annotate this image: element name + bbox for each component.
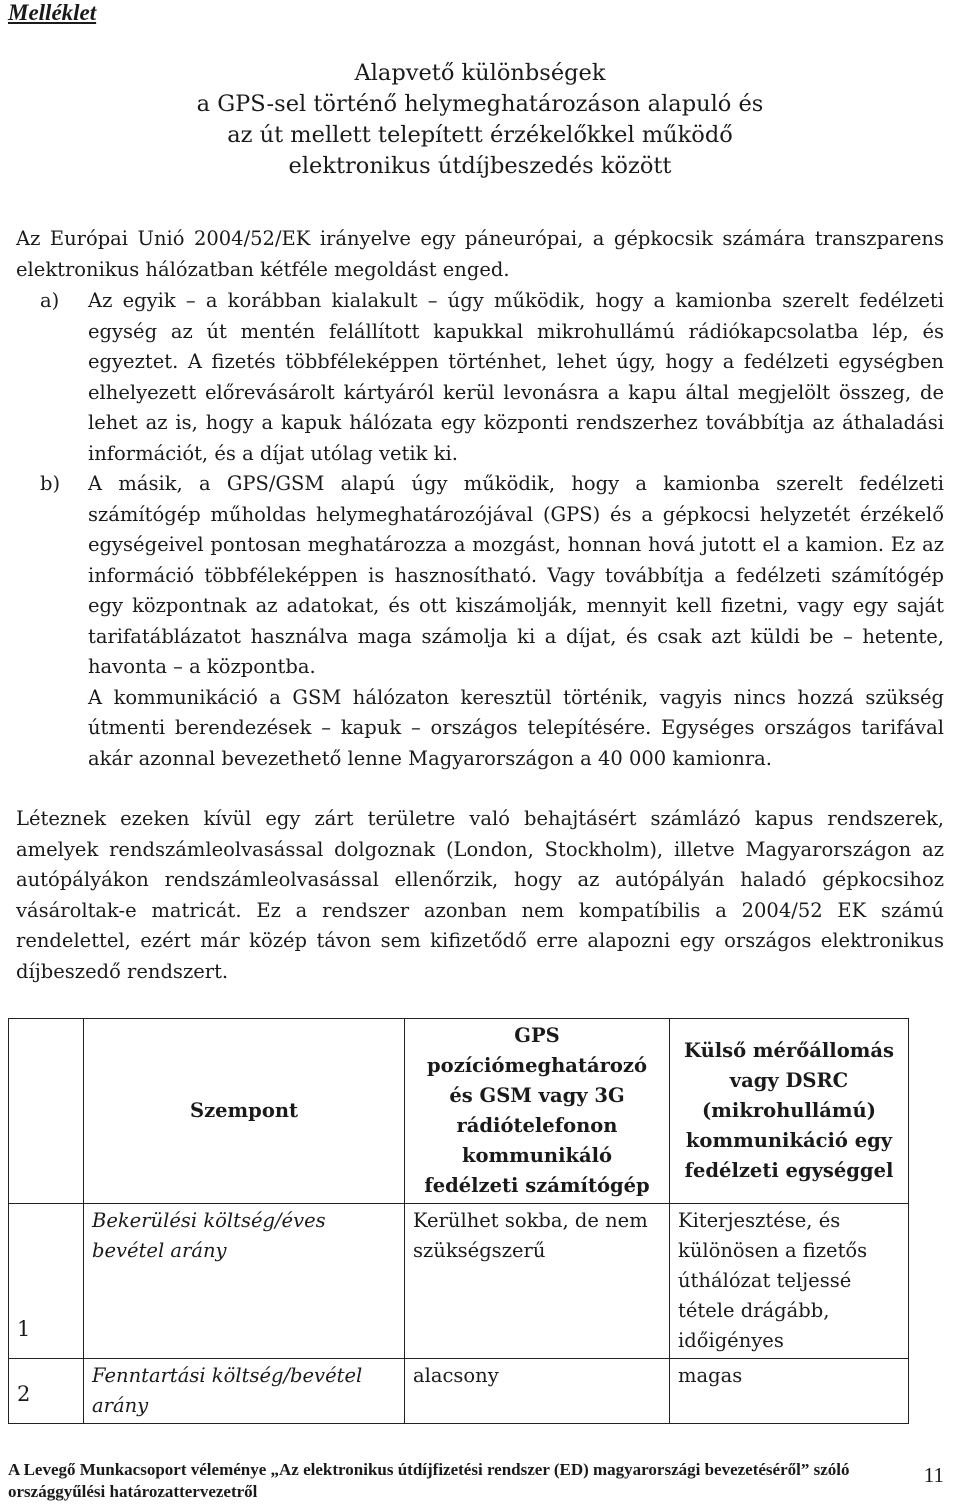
list-marker: b) xyxy=(40,472,61,495)
list-item xyxy=(16,469,944,774)
table-header-row xyxy=(9,1019,909,1204)
row-gps-value: Kerülhet sokba, de nem szükségszerű xyxy=(405,1204,670,1359)
table-row xyxy=(9,1204,909,1359)
title-line: a GPS-sel történő helymeghatározáson alapuló és xyxy=(196,91,764,117)
row-criterion: Fenntartási költség/bevétel arány xyxy=(84,1359,405,1424)
page-footer: A Levegő Munkacsoport véleménye „Az elektronikus útdíjfizetési rendszer (ED) magyarországi bevezetéséről” szóló országgyűlési határozattervezetről xyxy=(8,1460,850,1501)
row-gps-value: alacsony xyxy=(405,1359,670,1424)
title-line: elektronikus útdíjbeszedés között xyxy=(288,153,672,179)
list-item-text: Az egyik – a korábban kialakult – úgy működik, hogy a kamionba szerelt fedélzeti egység az út mentén felállított kapukkal mikrohullámú rádiókapcsolatba lép, és egyeztet. A fizetés többféleképpen történhet, lehet úgy, hogy a fedélzeti egységben elhelyezett előrevásárolt kártyáról kerül levonásra a kapu által megjelölt összeg, de lehet az is, hogy a kapuk hálózata egy központi rendszerhez továbbítja az áthaladási információt, és a díjat utólag vetik ki. xyxy=(88,289,944,465)
intro-paragraph: Az Európai Unió 2004/52/EK irányelve egy páneurópai, a gépkocsik számára transzparens elektronikus hálózatban kétféle megoldást enged. xyxy=(16,227,944,281)
table-row xyxy=(9,1359,909,1424)
row-number: 1 xyxy=(9,1204,84,1359)
header-gps: GPS pozíciómeghatározó és GSM vagy 3G rádiótelefonon kommunikáló fedélzeti számítógép xyxy=(405,1019,670,1204)
table-cell xyxy=(9,1019,84,1204)
row-dsrc-value: magas xyxy=(670,1359,909,1424)
list-item-text: A kommunikáció a GSM hálózaton keresztül történik, vagyis nincs hozzá szükség útmenti berendezések – kapuk – országos telepítésére. Egységes országos tarifával akár azonnal bevezethető lenne Magyarországon a 40 000 kamionra. xyxy=(88,685,944,770)
appendix-heading: Melléklet xyxy=(8,0,97,25)
comparison-table xyxy=(8,1018,909,1424)
page-number: 11 xyxy=(923,1463,944,1487)
solution-list xyxy=(16,286,944,774)
list-item-text: A másik, a GPS/GSM alapú úgy működik, hogy a kamionba szerelt fedélzeti számítógép műholdas helymeghatározójával (GPS) és a gépkocsi helyzetét érzékelő egységeivel pontosan meghatározza a mozgást, honnan hová jutott el a kamion. Ez az információ többféleképpen is hasznosítható. Vagy továbbítja a fedélzeti számítógép egy központnak az adatokat, és ott kiszámolják, mennyit kell fizetni, vagy egy saját tarifatáblázatot használva maga számolja ki a díjat, és csak azt küldi be – hetente, havonta – a központba. xyxy=(88,472,944,678)
list-marker: a) xyxy=(40,289,60,312)
list-item xyxy=(16,286,944,469)
document-title xyxy=(0,58,960,182)
header-criterion: Szempont xyxy=(84,1019,405,1204)
title-line: az út mellett telepített érzékelőkkel működő xyxy=(227,122,733,148)
title-line: Alapvető különbségek xyxy=(354,60,606,86)
row-number: 2 xyxy=(9,1359,84,1424)
row-criterion: Bekerülési költség/éves bevétel arány xyxy=(84,1204,405,1359)
row-dsrc-value: Kiterjesztése, és különösen a fizetős úthálózat teljessé tétele drágább, időigényes xyxy=(670,1204,909,1359)
closing-paragraph: Léteznek ezeken kívül egy zárt területre való behajtásért számlázó kapus rendszerek, amelyek rendszámleolvasással dolgoznak (London, Stockholm), illetve Magyarországon az autópályákon rendszámleolvasással ellenőrzik, hogy az autópályán haladó gépkocsihoz vásároltak-e matricát. Ez a rendszer azonban nem kompatíbilis a 2004/52 EK számú rendelettel, ezért már közép távon sem kifizetődő erre alapozni egy országos elektronikus díjbeszedő rendszert. xyxy=(16,807,944,983)
header-dsrc: Külső mérőállomás vagy DSRC (mikrohullámú) kommunikáció egy fedélzeti egységgel xyxy=(670,1019,909,1204)
